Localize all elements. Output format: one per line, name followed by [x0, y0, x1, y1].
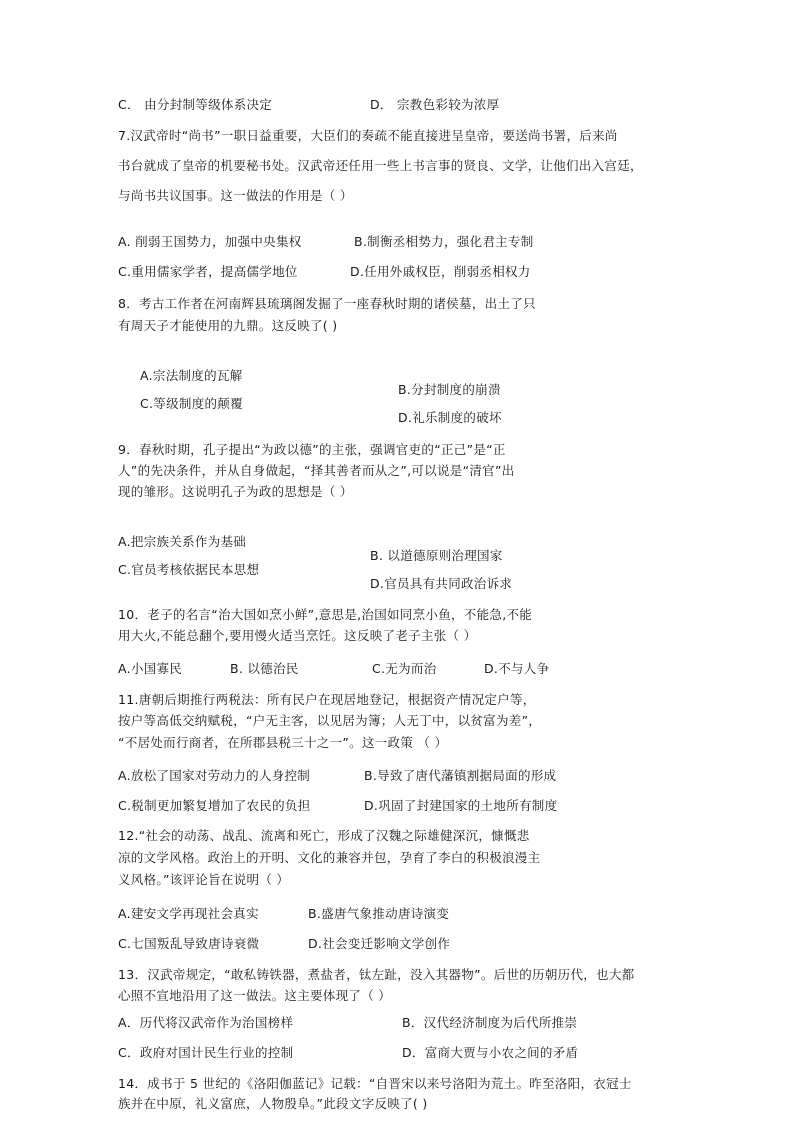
q11-stem-line-2: 按户等高低交纳赋税，“户无主客，以见居为簿；人无丁中，以贫富为差”，	[118, 713, 542, 728]
q9-stem-line-3: 现的雏形。这说明孔子为政的思想是（ ）	[118, 484, 353, 499]
q8-option-d: D.礼乐制度的破坏	[398, 410, 502, 425]
q12-option-a: A.建安文学再现社会真实	[118, 906, 259, 921]
q6-option-c: C． 由分封制等级体系决定	[118, 97, 273, 112]
q9-option-c: C.官员考核依据民本思想	[118, 562, 260, 577]
q13-stem-line-1: 13．汉武帝规定，“敢私铸铁器，煮盐者，钛左趾，没入其器物”。后世的历朝历代，也大都	[118, 967, 635, 982]
q13-option-b: B．汉代经济制度为后代所推崇	[402, 1015, 578, 1030]
q10-stem-line-2: 用大火,不能总翻个,要用慢火适当烹饪。这反映了老子主张（ ）	[118, 628, 477, 643]
q7-option-a: A. 削弱王国势力，加强中央集权	[118, 234, 302, 249]
q14-stem-line-1: 14．成书于 5 世纪的《洛阳伽蓝记》记载：“自晋宋以来号洛阳为荒土。昨至洛阳，衣冠士	[118, 1076, 632, 1091]
q10-option-a: A.小国寡民	[118, 661, 183, 676]
q8-stem-line-1: 8．考古工作者在河南辉县琉璃阁发掘了一座春秋时期的诸侯墓，出土了只	[118, 296, 536, 311]
q8-option-a: A.宗法制度的瓦解	[140, 368, 243, 383]
q13-option-d: D．富商大贾与小农之间的矛盾	[402, 1045, 579, 1060]
q11-option-b: B.导致了唐代藩镇割据局面的形成	[364, 768, 557, 783]
q13-option-a: A．历代将汉武帝作为治国榜样	[118, 1015, 294, 1030]
q9-option-b: B. 以道德原则治理国家	[370, 548, 503, 563]
q13-option-c: C．政府对国计民生行业的控制	[118, 1045, 294, 1060]
q8-option-c: C.等级制度的颠覆	[140, 396, 243, 411]
q9-option-a: A.把宗族关系作为基础	[118, 534, 247, 549]
q7-option-d: D.任用外戚权臣，削弱丞相权力	[350, 264, 531, 279]
q11-option-d: D.巩固了封建国家的土地所有制度	[364, 798, 558, 813]
q11-stem-line-1: 11.唐朝后期推行两税法：所有民户在现居地登记，根据资产情况定户等，	[118, 692, 536, 707]
q7-stem-line-3: 与尚书共议国事。这一做法的作用是（ ）	[118, 188, 353, 203]
q7-option-b: B.制衡丞相势力，强化君主专制	[354, 234, 534, 249]
q14-stem-line-2: 族并在中原，礼义富庶，人物殷阜。”此段文字反映了( )	[118, 1096, 428, 1111]
q12-option-d: D.社会变迁影响文学创作	[308, 936, 451, 951]
q10-option-d: D.不与人争	[484, 661, 550, 676]
q9-stem-line-1: 9．春秋时期，孔子提出“为政以德”的主张，强调官吏的“正己”是“正	[118, 442, 506, 457]
q12-stem-line-3: 义风格。”该评论旨在说明（ ）	[118, 872, 290, 887]
q12-stem-line-2: 凉的文学风格。政治上的开明、文化的兼容并包，孕育了李白的积极浪漫主	[118, 850, 541, 865]
q12-stem-line-1: 12.“社会的动荡、战乱、流离和死亡，形成了汉魏之际雄健深沉，慷慨悲	[118, 828, 530, 843]
q10-stem-line-1: 10．老子的名言“治大国如烹小鲜”,意思是,治国如同烹小鱼，不能急,不能	[118, 607, 533, 622]
q11-option-c: C.税制更加繁复增加了农民的负担	[118, 798, 311, 813]
q10-option-c: C.无为而治	[372, 661, 437, 676]
q11-stem-line-3: “不居处而行商者，在所郡县税三十之一”。这一政策 （ ）	[118, 735, 448, 750]
q7-stem-line-2: 书台就成了皇帝的机要秘书处。汉武帝还任用一些上书言事的贤良、文学，让他们出入宫廷，	[118, 158, 643, 173]
q8-option-b: B.分封制度的崩溃	[398, 382, 501, 397]
q9-option-d: D.官员具有共同政治诉求	[370, 576, 513, 591]
q11-option-a: A.放松了国家对劳动力的人身控制	[118, 768, 311, 783]
q8-stem-line-2: 有周天子才能使用的九鼎。这反映了( )	[118, 318, 338, 333]
q7-option-c: C.重用儒家学者，提高儒学地位	[118, 264, 298, 279]
q9-stem-line-2: 人”的先决条件，并从自身做起，“择其善者而从之”,可以说是“清官”出	[118, 463, 515, 478]
q7-stem-line-1: 7.汉武帝时“尚书”一职日益重要，大臣们的奏疏不能直接进呈皇帝，要送尚书署，后来尚	[118, 128, 618, 143]
q12-option-b: B.盛唐气象推动唐诗演变	[308, 906, 450, 921]
q6-option-d: D． 宗教色彩较为浓厚	[370, 97, 500, 112]
q12-option-c: C.七国叛乱导致唐诗衰微	[118, 936, 260, 951]
q10-option-b: B. 以德治民	[230, 661, 299, 676]
q13-stem-line-2: 心照不宣地沿用了这一做法。这主要体现了（ ）	[118, 988, 392, 1003]
